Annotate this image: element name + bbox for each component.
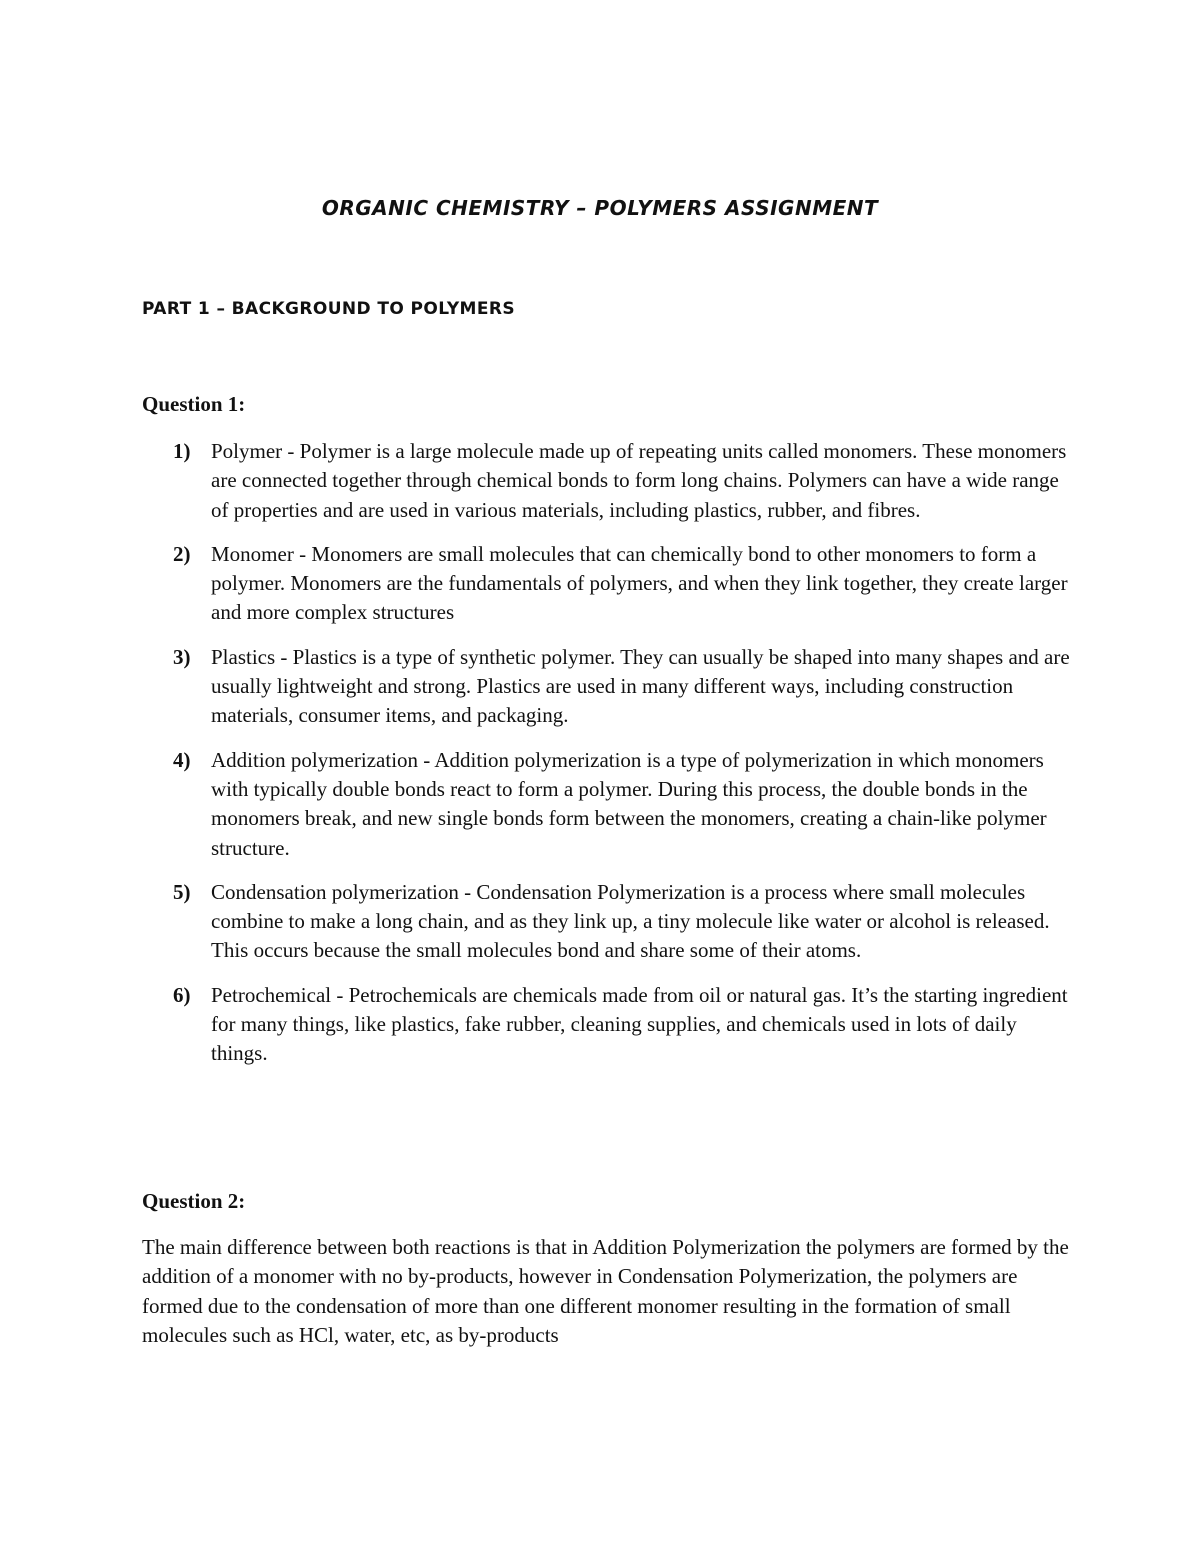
item-text: Monomer - Monomers are small molecules that can chemically bond to other monomers to form a polymer. Monomers are the fundamentals of polymers, and when they link together, they create larger and more complex structures: [211, 541, 1068, 625]
item-text: Polymer - Polymer is a large molecule made up of repeating units called monomers. These monomers are connected together through chemical bonds to form long chains. Polymers can have a wide range of properties and are used in various materials, including plastics, rubber, and fibres.: [211, 439, 1067, 522]
item-number: 4): [173, 747, 191, 772]
definition-item-petrochemical: [142, 981, 1072, 1069]
definition-item-addition-polymerization: [142, 746, 1072, 863]
item-number: 3): [173, 644, 191, 669]
item-number: 1): [173, 439, 191, 463]
definition-list: [142, 437, 1072, 1084]
question-1-heading: Question 1:: [142, 392, 246, 416]
item-text: Condensation polymerization - Condensation Polymerization is a process where small molecules combine to make a long chain, and as they link up, a tiny molecule like water or alcohol is released. This occurs because the small molecules bond and share some of their atoms.: [211, 879, 1050, 963]
item-text: Addition polymerization - Addition polymerization is a type of polymerization in which monomers with typically double bonds react to form a polymer. During this process, the double bonds in the monomers break, and new single bonds form between the monomers, creating a chain-like polymer structure.: [211, 747, 1047, 860]
item-number: 2): [173, 541, 191, 566]
definition-item-polymer: [142, 437, 1072, 525]
document-title: ORGANIC CHEMISTRY – POLYMERS ASSIGNMENT: [321, 196, 879, 220]
item-text: Petrochemical - Petrochemicals are chemicals made from oil or natural gas. It’s the starting ingredient for many things, like plastics, fake rubber, cleaning supplies, and chemicals used in lots of daily things.: [211, 982, 1068, 1066]
part-heading: PART 1 – BACKGROUND TO POLYMERS: [142, 299, 516, 319]
item-text: Plastics - Plastics is a type of synthetic polymer. They can usually be shaped into many shapes and are usually lightweight and strong. Plastics are used in many different ways, including construction materials, consumer items, and packaging.: [211, 644, 1070, 728]
question-2-heading: Question 2:: [142, 1189, 246, 1213]
item-number: 5): [173, 879, 191, 904]
definition-item-condensation-polymerization: [142, 878, 1072, 966]
definition-item-monomer: [142, 540, 1072, 628]
definition-item-plastics: [142, 643, 1072, 731]
item-number: 6): [173, 982, 191, 1007]
question-2-answer: The main difference between both reactions is that in Addition Polymerization the polymers are formed by the addition of a monomer with no by-products, however in Condensation Polymerization, the polymers are formed due to the condensation of more than one different monomer resulting in the formation of small molecules such as HCl, water, etc, as by-products: [142, 1235, 1069, 1347]
